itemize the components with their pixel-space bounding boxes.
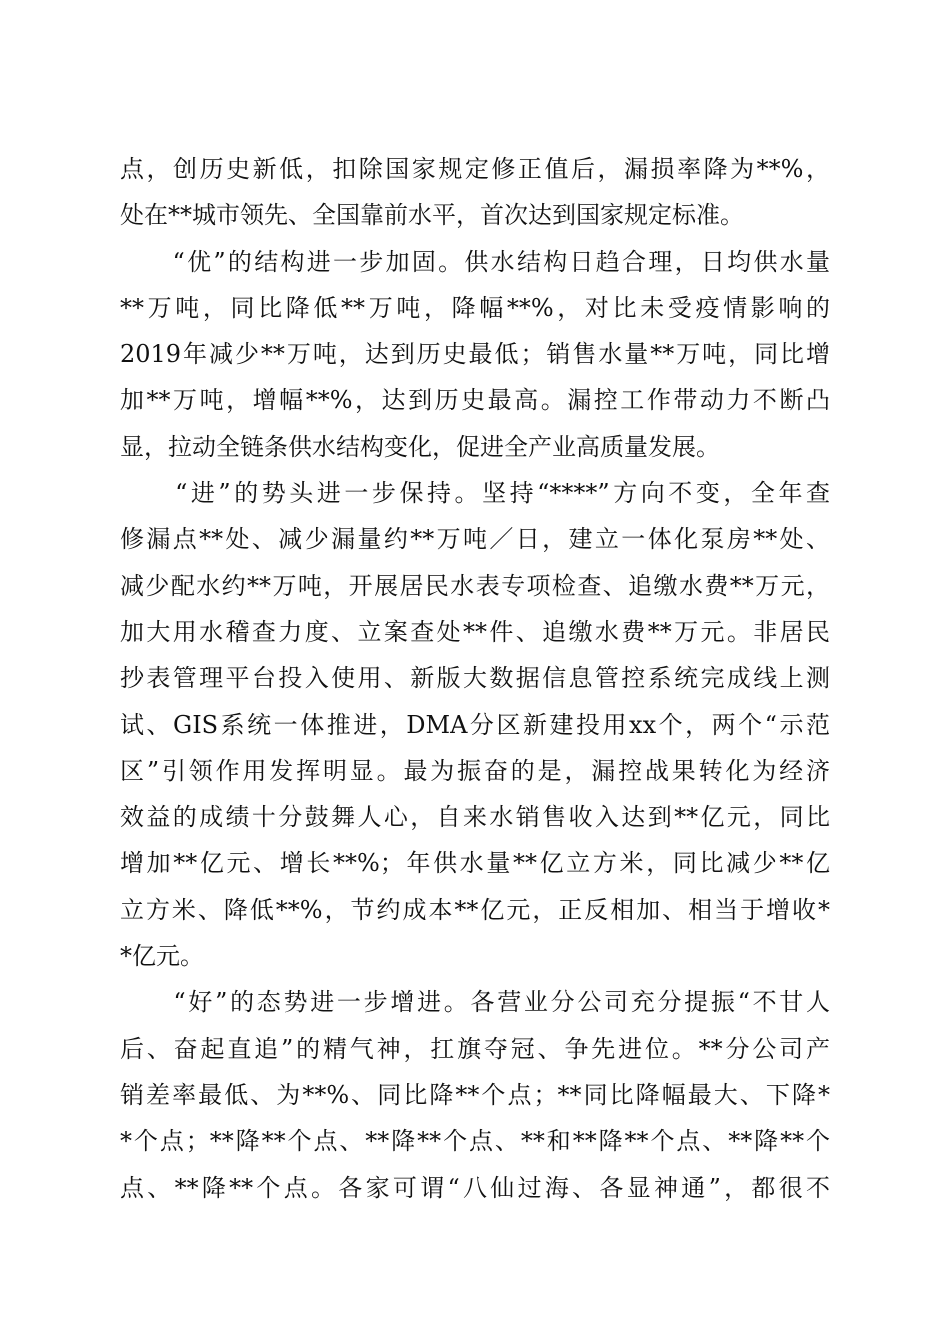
body-text <box>120 146 830 1211</box>
text-line: *个点；**降**个点、**降**个点、**和**降**个点、**降**个 <box>120 1127 830 1156</box>
text-line: 效益的成绩十分鼓舞人心，自来水销售收入达到**亿元，同比 <box>120 803 830 832</box>
text-line: 修漏点**处、减少漏量约**万吨／日，建立一体化泵房**处、 <box>120 525 830 554</box>
text-line: 销差率最低、为**%、同比降**个点；**同比降幅最大、下降* <box>120 1080 830 1109</box>
text-line: 立方米、降低**%，节约成本**亿元，正反相加、相当于增收* <box>120 895 830 924</box>
text-line: 2019年减少**万吨，达到历史最低；销售水量**万吨，同比增 <box>120 340 830 369</box>
paragraph-hao-start: “好”的态势进一步增进。各营业分公司充分提振“不甘人 <box>120 988 830 1017</box>
text-line: 区”引领作用发挥明显。最为振奋的是，漏控战果转化为经济 <box>120 756 830 785</box>
text-line: 处在**城市领先、全国靠前水平，首次达到国家规定标准。 <box>120 201 744 230</box>
text-line: 加**万吨，增幅**%，达到历史最高。漏控工作带动力不断凸 <box>120 386 830 415</box>
text-line: 抄表管理平台投入使用、新版大数据信息管控系统完成线上测 <box>120 664 830 693</box>
text-line: 增加**亿元、增长**%；年供水量**亿立方米，同比减少**亿 <box>120 849 830 878</box>
text-line: *亿元。 <box>120 942 204 971</box>
text-line: 点、**降**个点。各家可谓“八仙过海、各显神通”，都很不 <box>120 1173 830 1202</box>
paragraph-jin-start: “进”的势头进一步保持。坚持“****”方向不变，全年查 <box>120 479 830 508</box>
text-line: 显，拉动全链条供水结构变化，促进全产业高质量发展。 <box>120 432 720 461</box>
text-line: **万吨，同比降低**万吨，降幅**%，对比未受疫情影响的 <box>120 293 830 322</box>
text-line: 减少配水约**万吨，开展居民水表专项检查、追缴水费**万元， <box>120 571 830 600</box>
text-line: 加大用水稽查力度、立案查处**件、追缴水费**万元。非居民 <box>120 617 830 646</box>
text-line: 点，创历史新低，扣除国家规定修正值后，漏损率降为**%， <box>120 155 830 183</box>
text-line: 后、奋起直追”的精气神，扛旗夺冠、争先进位。**分公司产 <box>120 1034 830 1063</box>
paragraph-you-start: “优”的结构进一步加固。供水结构日趋合理，日均供水量 <box>120 247 830 276</box>
text-line: 试、GIS系统一体推进，DMA分区新建投用xx个，两个“示范 <box>120 710 830 739</box>
